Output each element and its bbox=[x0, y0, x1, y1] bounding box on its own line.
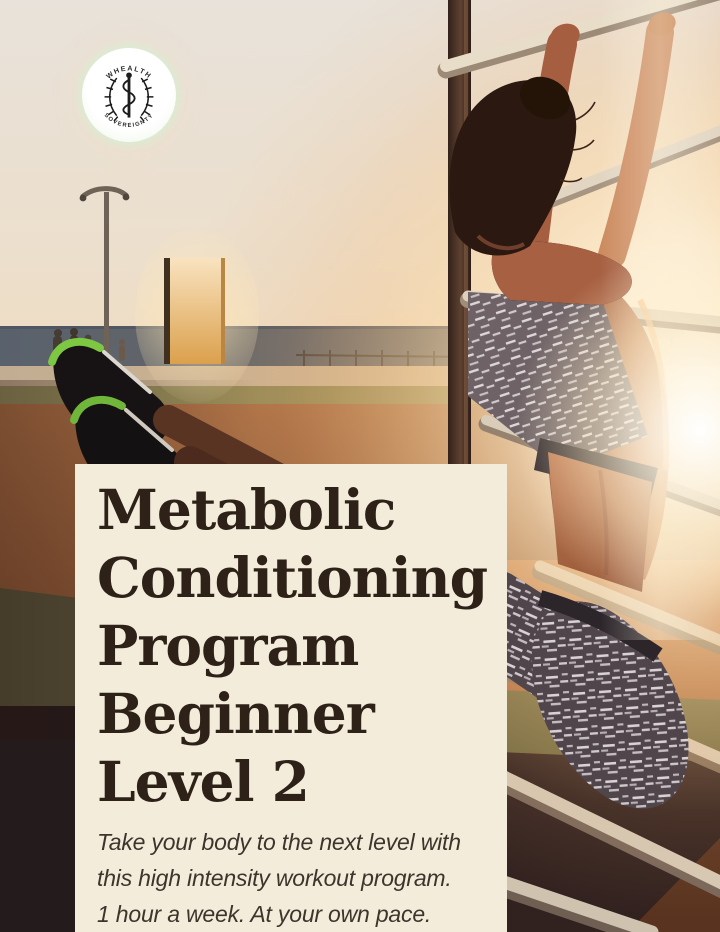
logo-top-text: WHEALTH bbox=[105, 65, 153, 81]
title-line: Level 2 bbox=[97, 749, 309, 814]
program-title bbox=[97, 476, 488, 816]
subtitle-line: Take your body to the next level with bbox=[97, 829, 461, 855]
title-line: Metabolic bbox=[97, 477, 396, 542]
program-subtitle bbox=[97, 824, 485, 932]
title-panel bbox=[75, 464, 507, 932]
sign-board bbox=[135, 227, 259, 403]
logo-bottom-text: SOVEREIGNTY bbox=[102, 112, 156, 130]
rod-of-asclepius-icon bbox=[123, 72, 134, 117]
subtitle-line: this high intensity workout program. bbox=[97, 865, 452, 891]
title-line: Program bbox=[97, 613, 359, 678]
caduceus-laurel-icon bbox=[82, 48, 176, 142]
subtitle-line: 1 hour a week. At your own pace. bbox=[97, 901, 432, 927]
title-line: Conditioning bbox=[97, 545, 488, 610]
brand-logo-badge bbox=[82, 48, 176, 142]
title-line: Beginner bbox=[97, 681, 374, 746]
